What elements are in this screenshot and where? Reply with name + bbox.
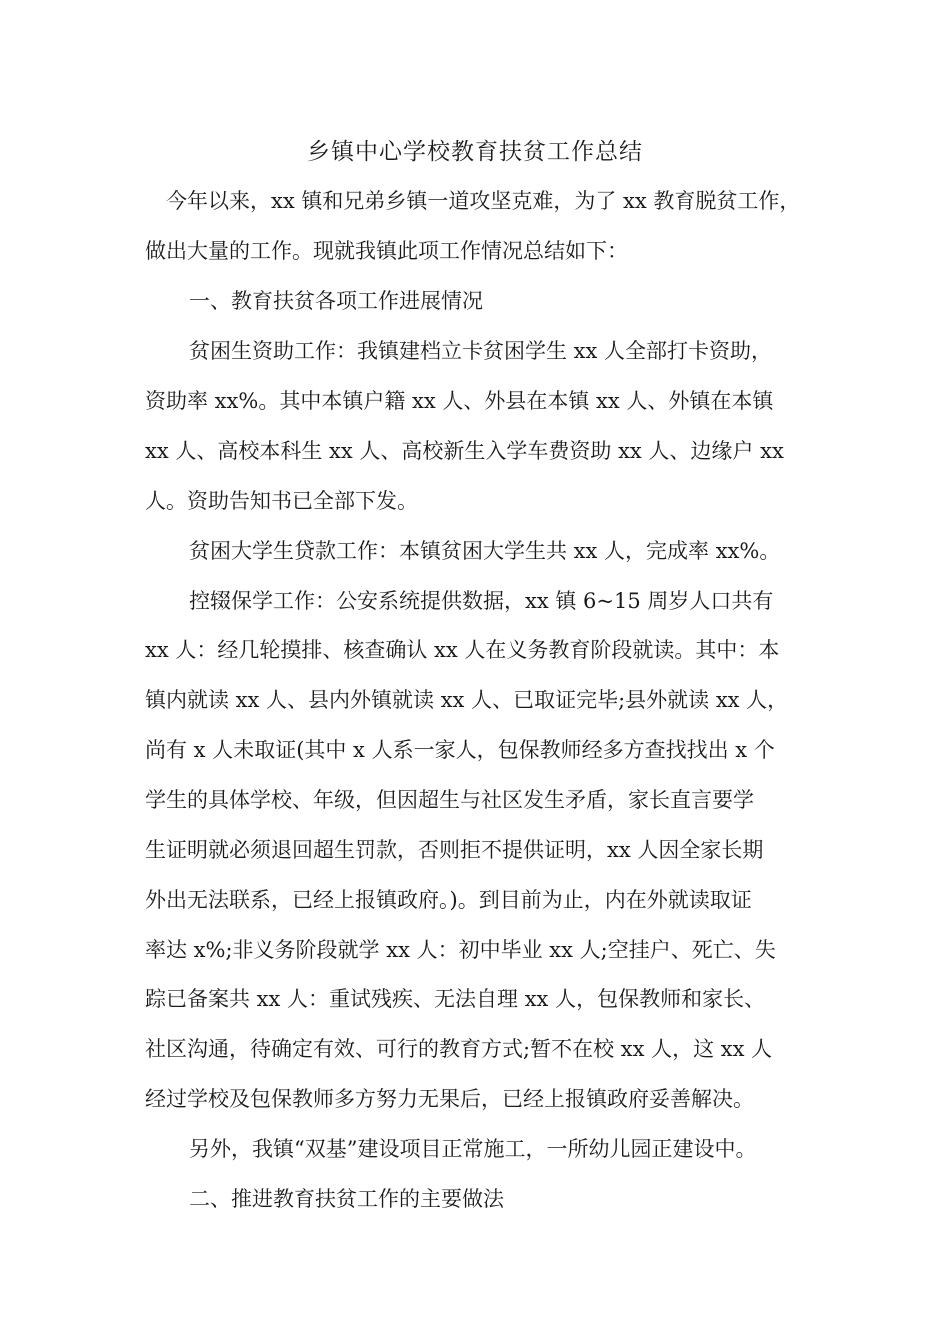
document-title: 乡镇中心学校教育扶贫工作总结 xyxy=(307,139,643,165)
text-line: xx 人：经几轮摸排、核查确认 xx 人在义务教育阶段就读。其中：本 xyxy=(145,638,780,662)
text-line: 贫困生资助工作：我镇建档立卡贫困学生 xx 人全部打卡资助， xyxy=(189,339,773,363)
text-line: 尚有 x 人未取证(其中 x 人系一家人，包保教师经多方查找找出 x 个 xyxy=(145,738,775,762)
text-line: 另外，我镇“双基”建设项目正常施工，一所幼儿园正建设中。 xyxy=(189,1137,757,1161)
text-line: 今年以来，xx 镇和兄弟乡镇一道攻坚克难，为了 xx 教育脱贫工作， xyxy=(166,189,801,213)
text-line: 镇内就读 xx 人、县内外镇就读 xx 人、已取证完毕;县外就读 xx 人， xyxy=(145,688,789,712)
text-line: 做出大量的工作。现就我镇此项工作情况总结如下： xyxy=(145,239,628,263)
section-heading: 二、推进教育扶贫工作的主要做法 xyxy=(189,1187,504,1211)
text-line: 外出无法联系，已经上报镇政府。)。到目前为止，内在外就读取证 xyxy=(145,888,752,912)
text-line: 率达 x%;非义务阶段就学 xx 人：初中毕业 xx 人;空挂户、死亡、失 xyxy=(145,938,776,962)
text-line: 资助率 xx%。其中本镇户籍 xx 人、外县在本镇 xx 人、外镇在本镇 xyxy=(145,389,774,413)
text-line: 贫困大学生贷款工作：本镇贫困大学生共 xx 人，完成率 xx%。 xyxy=(189,539,781,563)
text-line: 控辍保学工作：公安系统提供数据，xx 镇 6~15 周岁人口共有 xyxy=(189,589,774,613)
section-heading: 一、教育扶贫各项工作进展情况 xyxy=(189,289,483,313)
text-line: 经过学校及包保教师多方努力无果后，已经上报镇政府妥善解决。 xyxy=(145,1087,754,1111)
text-line: 生证明就必须退回超生罚款，否则拒不提供证明，xx 人因全家长期 xyxy=(145,838,764,862)
text-line: 踪已备案共 xx 人：重试残疾、无法自理 xx 人，包保教师和家长、 xyxy=(145,987,766,1011)
text-line: 社区沟通，待确定有效、可行的教育方式;暂不在校 xx 人，这 xx 人 xyxy=(145,1037,773,1061)
text-line: xx 人、高校本科生 xx 人、高校新生入学车费资助 xx 人、边缘户 xx xyxy=(145,439,784,463)
text-line: 人。资助告知书已全部下发。 xyxy=(145,489,418,513)
text-line: 学生的具体学校、年级，但因超生与社区发生矛盾，家长直言要学 xyxy=(145,788,754,812)
